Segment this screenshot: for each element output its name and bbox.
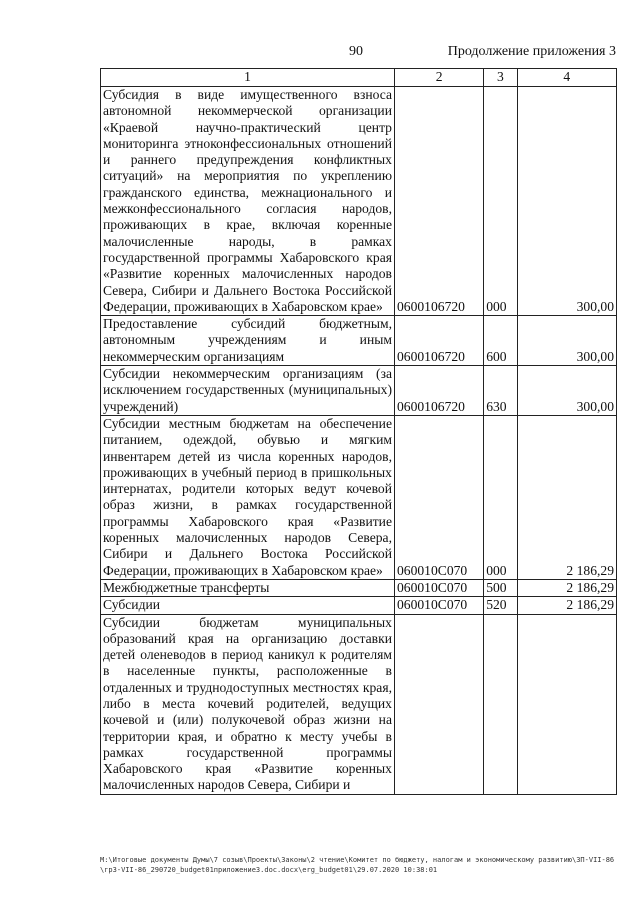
row-description: Субсидии бюджетам муниципальных образований края на организацию доставки детей оленеводов в период каникул к родителям в населенные пункты, расположенные в отдаленных и труднодоступных местностях края, либо в места кочевий родителей, ведущих кочевой и (или) полукочевой образ жизни на территории края, и обратно к месту учебы в рамках государственной программы Хабаровского края «Развитие коренных малочисленных народов Севера, Сибири и xyxy=(101,614,395,794)
table-header-row xyxy=(101,69,617,87)
row-target-code: 0600106720 xyxy=(394,316,483,366)
row-description: Субсидии xyxy=(101,597,395,614)
row-description: Межбюджетные трансферты xyxy=(101,579,395,596)
row-description: Субсидия в виде имущественного взноса автономной некоммерческой организации «Краевой научно-практический центр мониторинга этноконфессиональных отношений и раннего предупреждения конфликтных ситуаций» на мероприятия по укреплению гражданского единства, межнационального и межконфессионального согласия народов, проживающих в крае, включая коренные малочисленные народы, в рамках государственной программы Хабаровского края «Развитие коренных малочисленных народов Севера, Сибири и Дальнего Востока Российской Федерации, проживающих в Хабаровском крае» xyxy=(101,87,395,316)
row-target-code: 0600106720 xyxy=(394,87,483,316)
table-row xyxy=(101,579,617,596)
row-target-code xyxy=(394,614,483,794)
row-expense-type: 520 xyxy=(484,597,517,614)
table-row xyxy=(101,597,617,614)
row-amount: 300,00 xyxy=(517,316,616,366)
column-header-1: 1 xyxy=(101,69,395,87)
row-target-code: 060010С070 xyxy=(394,415,483,579)
row-description: Предоставление субсидий бюджетным, автономным учреждениям и иным некоммерческим организациям xyxy=(101,316,395,366)
row-amount: 2 186,29 xyxy=(517,579,616,596)
row-amount: 300,00 xyxy=(517,87,616,316)
row-expense-type: 630 xyxy=(484,366,517,416)
column-header-3: 3 xyxy=(484,69,517,87)
row-expense-type xyxy=(484,614,517,794)
row-amount: 2 186,29 xyxy=(517,415,616,579)
table-row xyxy=(101,87,617,316)
table-row xyxy=(101,415,617,579)
row-expense-type: 600 xyxy=(484,316,517,366)
page-number: 90 xyxy=(349,44,363,59)
row-expense-type: 000 xyxy=(484,87,517,316)
table-row xyxy=(101,614,617,794)
row-target-code: 0600106720 xyxy=(394,366,483,416)
column-header-4: 4 xyxy=(517,69,616,87)
row-amount xyxy=(517,614,616,794)
row-description: Субсидии местным бюджетам на обеспечение питанием, одеждой, обувью и мягким инвентарем детей из числа коренных народов, проживающих в учебный период в пришкольных интернатах, родители которых ведут кочевой образ жизни, в рамках государственной программы Хабаровского края «Развитие коренных малочисленных народов Севера, Сибири и Дальнего Востока Российской Федерации, проживающих в Хабаровском крае» xyxy=(101,415,395,579)
row-amount: 2 186,29 xyxy=(517,597,616,614)
column-header-2: 2 xyxy=(394,69,483,87)
row-expense-type: 500 xyxy=(484,579,517,596)
row-target-code: 060010С070 xyxy=(394,597,483,614)
row-description: Субсидии некоммерческим организациям (за исключением государственных (муниципальных) учреждений) xyxy=(101,366,395,416)
budget-table xyxy=(100,68,617,795)
table-row xyxy=(101,366,617,416)
appendix-continuation-label: Продолжение приложения 3 xyxy=(447,44,616,59)
row-expense-type: 000 xyxy=(484,415,517,579)
table-row xyxy=(101,316,617,366)
row-target-code: 060010С070 xyxy=(394,579,483,596)
document-file-path: M:\Итоговые документы Думы\7 созыв\Проекты\Законы\2 чтение\Комитет по бюджету, налогам и экономическому развитию\ЗП-VII-86\гр3-VII-86_290720_budget01приложение3.doc.docx\erg_budget01\29.07.2020 10:38:01 xyxy=(100,856,615,874)
row-amount: 300,00 xyxy=(517,366,616,416)
